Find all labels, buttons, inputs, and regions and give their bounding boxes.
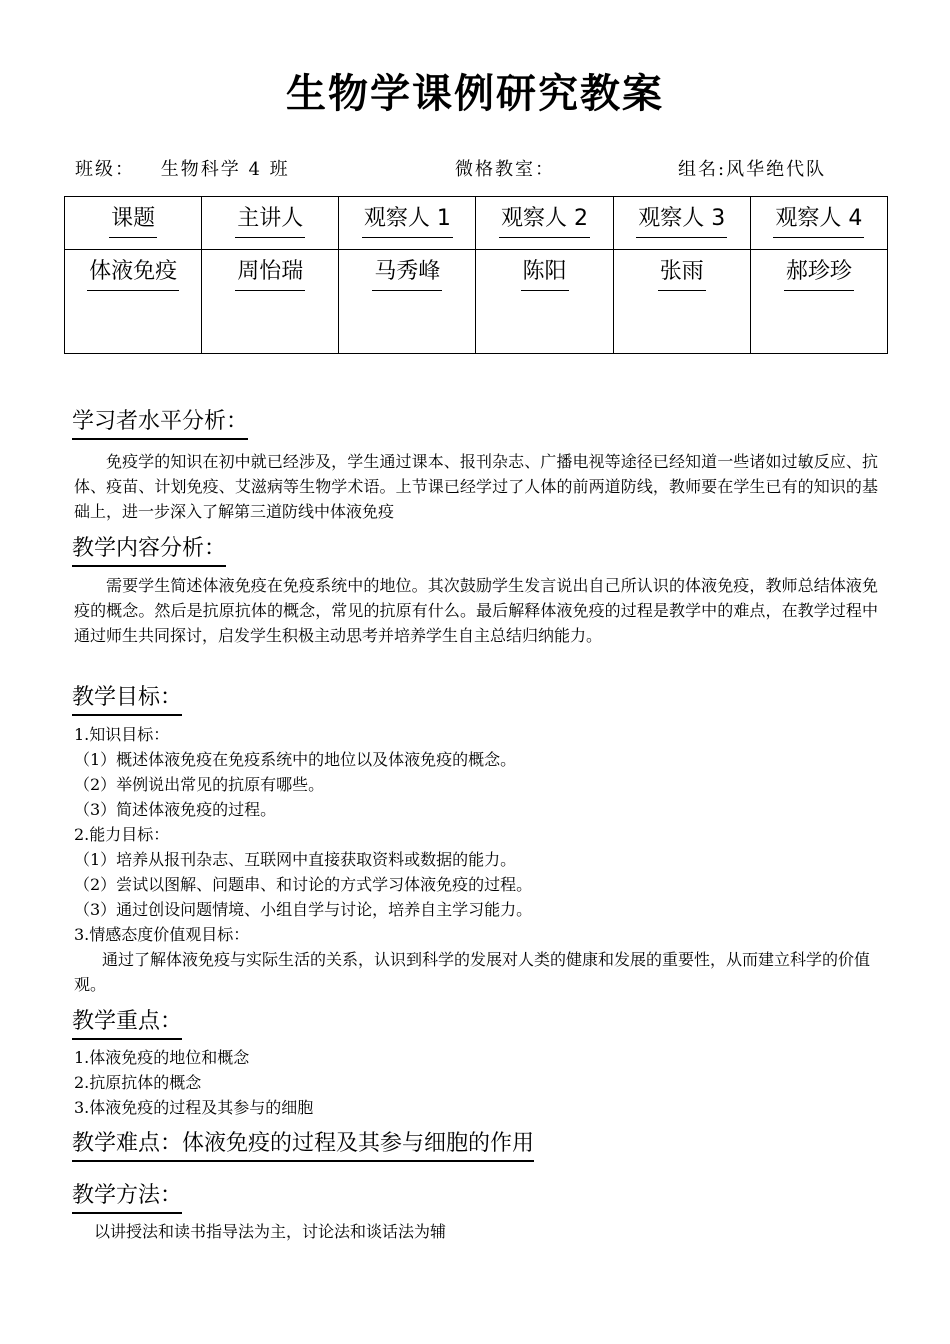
list-item: 3.体液免疫的过程及其参与的细胞 (74, 1098, 314, 1117)
content-analysis-heading: 教学内容分析： (72, 531, 226, 567)
list-item: 1.体液免疫的地位和概念 (74, 1048, 250, 1067)
header-observer-3: 观察人 3 (636, 201, 727, 238)
value-observer-3: 张雨 (658, 254, 706, 291)
list-item: （1）培养从报刊杂志、互联网中直接获取资料或数据的能力。 (74, 850, 517, 869)
list-item: （2）尝试以图解、问题串、和讨论的方式学习体液免疫的过程。 (74, 875, 533, 894)
learner-analysis-heading: 学习者水平分析： (72, 404, 248, 440)
value-observer-2: 陈阳 (521, 254, 569, 291)
header-cell (750, 197, 887, 250)
key-points-list (74, 1045, 878, 1120)
list-item: 3.情感态度价值观目标： (74, 925, 250, 944)
header-cell (339, 197, 476, 250)
value-cell (613, 250, 750, 354)
difficulty-heading: 教学难点：体液免疫的过程及其参与细胞的作用 (72, 1126, 534, 1162)
header-topic: 课题 (109, 201, 157, 238)
class-label: 班级： (75, 159, 135, 180)
document-title: 生物学课例研究教案 (286, 71, 664, 117)
header-lecturer: 主讲人 (235, 201, 305, 238)
room-info (455, 155, 555, 181)
group-info (678, 155, 826, 181)
value-cell (65, 250, 202, 354)
key-points-heading: 教学重点： (72, 1004, 182, 1040)
header-cell (65, 197, 202, 250)
list-item: （3）通过创设问题情境、小组自学与讨论，培养自主学习能力。 (74, 900, 533, 919)
value-cell (339, 250, 476, 354)
teaching-goals-list (74, 722, 878, 997)
teaching-methods-text: 以讲授法和读书指导法为主，讨论法和谈话法为辅 (94, 1222, 447, 1241)
header-observer-4: 观察人 4 (773, 201, 864, 238)
header-observer-2: 观察人 2 (499, 201, 590, 238)
list-item: 1.知识目标： (74, 725, 170, 744)
value-observer-4: 郝珍珍 (784, 254, 854, 291)
class-value: 生物科学 4 班 (160, 159, 290, 180)
value-cell (476, 250, 613, 354)
header-cell (202, 197, 339, 250)
group-label: 组名: (678, 159, 727, 180)
content-analysis-text: 需要学生简述体液免疫在免疫系统中的地位。其次鼓励学生发言说出自己所认识的体液免疫，教师总结体液免疫的概念。然后是抗原抗体的概念，常见的抗原有什么。最后解释体液免疫的过程是教学中的难点，在教学过程中通过师生共同探讨，启发学生积极主动思考并培养学生自主总结归纳能力。 (74, 576, 878, 645)
learner-analysis-text: 免疫学的知识在初中就已经涉及，学生通过课本、报刊杂志、广播电视等途径已经知道一些诸如过敏反应、抗体、疫苗、计划免疫、艾滋病等生物学术语。上节课已经学过了人体的前两道防线，教师要在学生已有的知识的基础上，进一步深入了解第三道防线中体液免疫 (74, 452, 878, 521)
class-info (75, 155, 290, 181)
table-value-row (65, 250, 888, 354)
room-label: 微格教室： (455, 159, 555, 180)
attitude-goal-text: 通过了解体液免疫与实际生活的关系，认识到科学的发展对人类的健康和发展的重要性，从而建立科学的价值观。 (74, 950, 871, 994)
lesson-info-table (64, 196, 888, 354)
list-item: （3）简述体液免疫的过程。 (74, 800, 277, 819)
teaching-goals-heading: 教学目标： (72, 680, 182, 716)
list-item: （2）举例说出常见的抗原有哪些。 (74, 775, 325, 794)
value-cell (750, 250, 887, 354)
list-item: （1）概述体液免疫在免疫系统中的地位以及体液免疫的概念。 (74, 750, 517, 769)
teaching-methods-heading: 教学方法： (72, 1178, 182, 1214)
value-lecturer: 周怡瑞 (235, 254, 305, 291)
value-topic: 体液免疫 (87, 254, 179, 291)
list-item: 2.能力目标： (74, 825, 170, 844)
value-observer-1: 马秀峰 (372, 254, 442, 291)
header-cell (613, 197, 750, 250)
header-cell (476, 197, 613, 250)
list-item: 2.抗原抗体的概念 (74, 1073, 202, 1092)
header-observer-1: 观察人 1 (362, 201, 453, 238)
group-value: 风华绝代队 (726, 159, 827, 180)
value-cell (202, 250, 339, 354)
table-header-row (65, 197, 888, 250)
